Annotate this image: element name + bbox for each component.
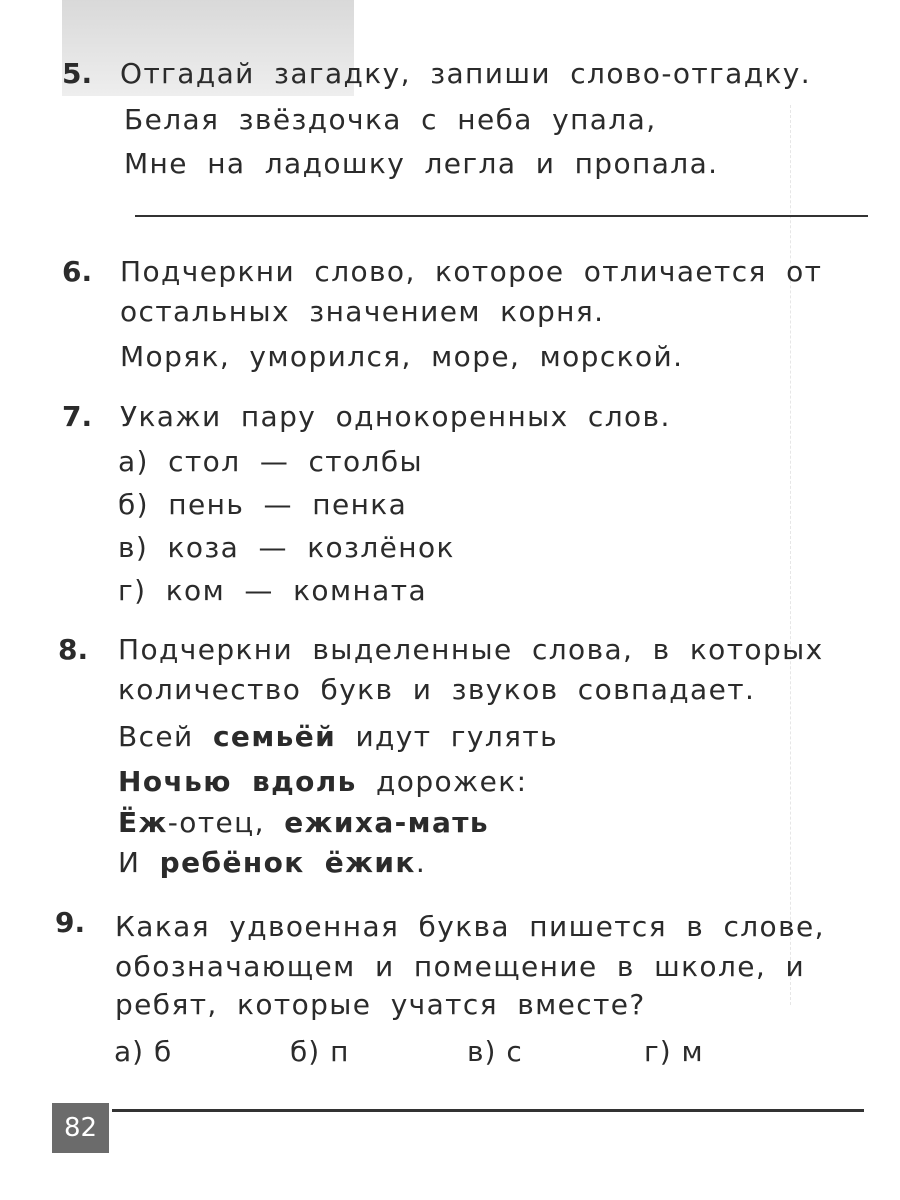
task-6-question-line-2: остальных значением корня. bbox=[120, 295, 605, 328]
task-5-riddle-line-2: Мне на ладошку легла и пропала. bbox=[124, 147, 719, 180]
poem-text: Всей bbox=[118, 720, 213, 753]
task-5-answer-line[interactable] bbox=[135, 215, 868, 217]
task-9-number: 9. bbox=[55, 906, 86, 939]
task-7-option-a[interactable]: а) стол — столбы bbox=[118, 445, 424, 478]
poem-text: И bbox=[118, 846, 160, 879]
task-8-number: 8. bbox=[58, 633, 89, 666]
task-9-question-line-1: Какая удвоенная буква пишется в слове, bbox=[115, 910, 825, 943]
task-8-poem-line-3 bbox=[118, 806, 489, 839]
task-7-question: Укажи пару однокоренных слов. bbox=[120, 400, 671, 433]
task-8-question-line-2: количество букв и звуков совпадает. bbox=[118, 673, 756, 706]
task-8-poem-line-1 bbox=[118, 720, 558, 753]
task-8-question-line-1: Подчеркни выделенные слова, в которых bbox=[118, 633, 824, 666]
task-6-words[interactable]: Моряк, уморился, море, морской. bbox=[120, 340, 684, 373]
task-7-option-d[interactable]: г) ком — комната bbox=[118, 574, 428, 607]
highlighted-word-ezhikha-mat[interactable]: ежиха-мать bbox=[284, 806, 489, 839]
task-9-option-b[interactable]: б) п bbox=[290, 1035, 350, 1068]
task-9-question-line-2: обозначающем и помещение в школе, и bbox=[115, 950, 806, 983]
task-8-poem-line-4 bbox=[118, 846, 426, 879]
task-9-question-line-3: ребят, которые учатся вместе? bbox=[115, 988, 646, 1021]
task-7-option-b[interactable]: б) пень — пенка bbox=[118, 488, 408, 521]
task-5-riddle-line-1: Белая звёздочка с неба упала, bbox=[124, 103, 657, 136]
task-9-option-c[interactable]: в) с bbox=[467, 1035, 523, 1068]
task-5-question: Отгадай загадку, запиши слово-отгадку. bbox=[120, 57, 812, 90]
task-7-number: 7. bbox=[62, 400, 93, 433]
task-6-question-line-1: Подчеркни слово, которое отличается от bbox=[120, 255, 823, 288]
highlighted-word-semyey[interactable]: семьёй bbox=[212, 720, 337, 753]
task-7-option-c[interactable]: в) коза — козлёнок bbox=[118, 531, 455, 564]
task-6-number: 6. bbox=[62, 255, 93, 288]
highlighted-words-nochyu-vdol[interactable]: Ночью вдоль bbox=[118, 765, 357, 798]
poem-text: дорожек: bbox=[356, 765, 528, 798]
page-number: 82 bbox=[52, 1103, 109, 1153]
bleed-through-margin bbox=[790, 105, 883, 1005]
highlighted-words-rebyonok-yozhik[interactable]: ребёнок ёжик bbox=[159, 846, 416, 879]
poem-text: -отец, bbox=[167, 806, 285, 839]
poem-text: идут гулять bbox=[336, 720, 559, 753]
highlighted-word-yozh[interactable]: Ёж bbox=[118, 806, 168, 839]
task-8-poem-line-2 bbox=[118, 765, 527, 798]
footer-rule bbox=[112, 1109, 864, 1112]
task-9-option-a[interactable]: а) б bbox=[114, 1035, 173, 1068]
poem-text: . bbox=[415, 846, 427, 879]
task-9-option-d[interactable]: г) м bbox=[644, 1035, 704, 1068]
task-5-number: 5. bbox=[62, 57, 93, 90]
